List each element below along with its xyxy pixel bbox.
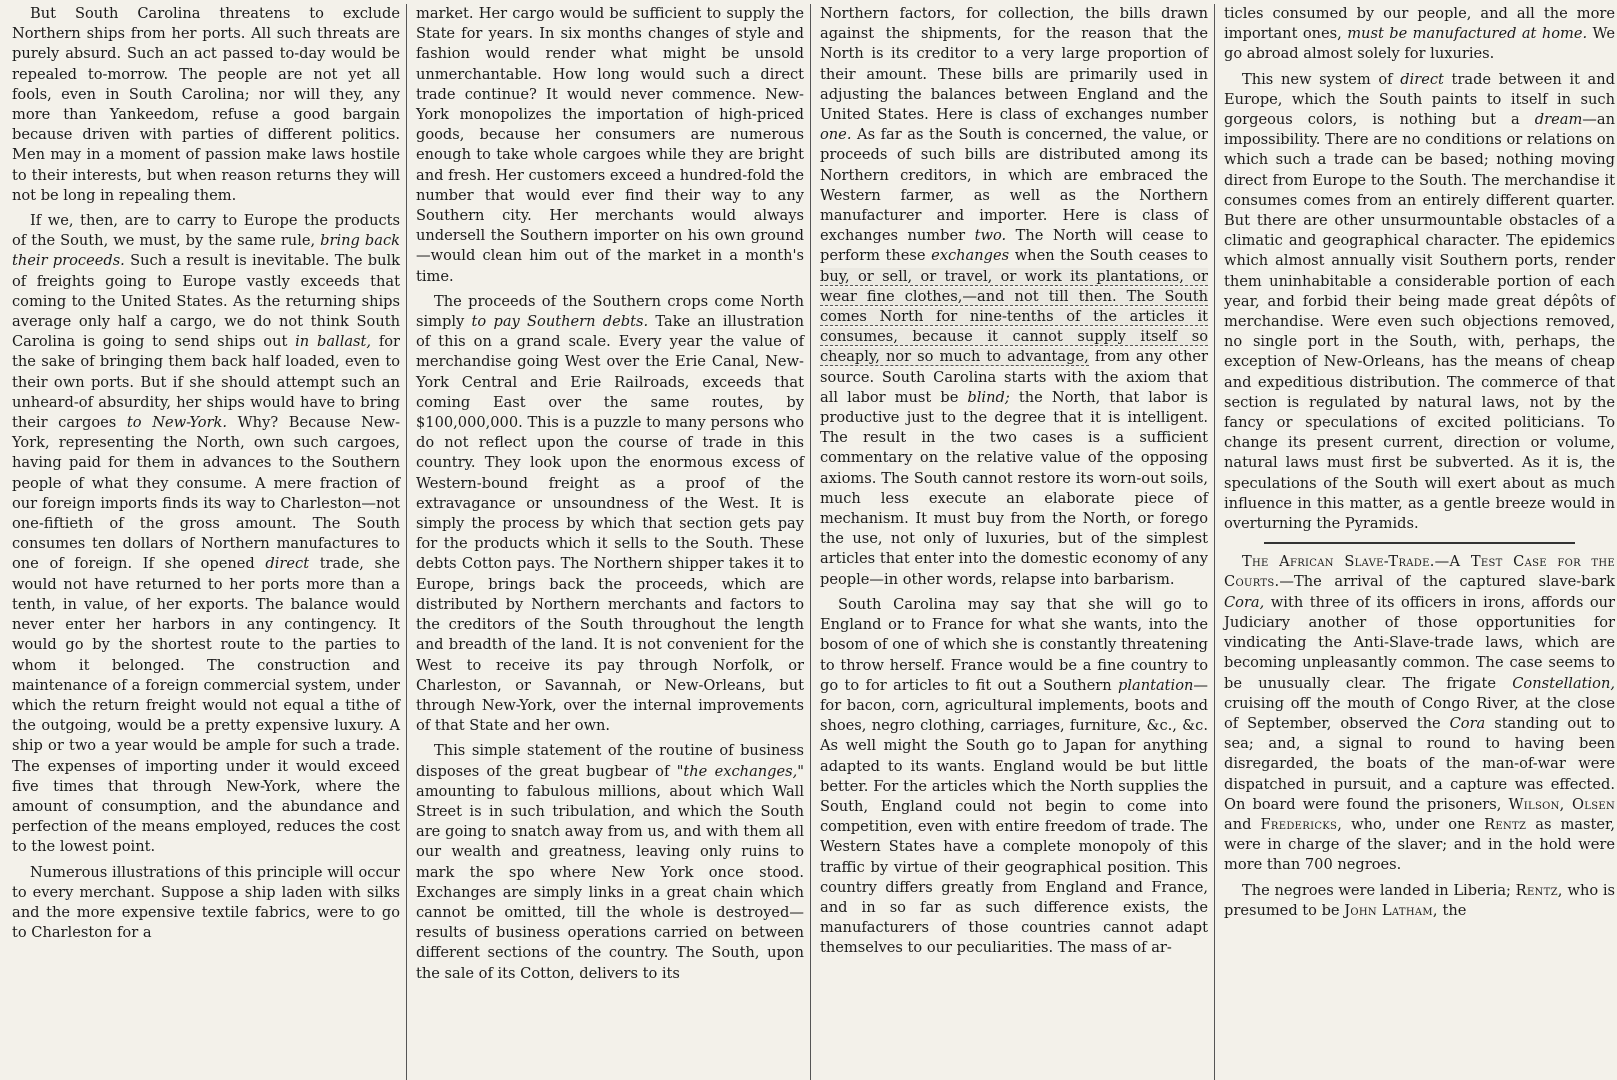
paragraph [1224, 552, 1615, 875]
text-run: trade, she would not have returned to her ports more than a tenth, in value, of her exports. The balance would never enter her harbors in any contingency. It would go by the shortest route to the parties to whom it belonged. The construction and maintenance of a foreign commercial system, under which the return freight would not equal a tithe of the outgoing, would be a pretty expensive luxury. A ship or two a year would be ample for such a trade. The expenses of importing under it would exceed five times that through New-York, where the amount of consumption, and the abundance and perfection of the means employed, reduces the cost to the lowest point. [12, 555, 400, 856]
italic-text: one. [820, 126, 852, 144]
text-run: —The arrival of the captured slave-bark [1279, 573, 1615, 591]
text-run: South Carolina may say that she will go to England or to France for what she wants, into the bosom of one of which she is constantly threatening to throw herself. France would be a fine country to go to for articles to fit out a Southern [820, 595, 1208, 694]
italic-text: in ballast, [295, 333, 372, 351]
paragraph [12, 211, 400, 858]
italic-text: must be manufactured at home. [1347, 25, 1588, 43]
text-run: ticles consumed by our people, and all the more important ones, [1224, 5, 1615, 43]
text-run: This simple statement of the routine of business disposes of the great bugbear of " [416, 742, 804, 780]
column-2 [414, 4, 806, 1080]
column-3 [818, 4, 1210, 1080]
text-run: But South Carolina threatens to exclude Northern ships from her ports. All such threats are purely absurd. Such an act passed to-day would be repealed to-morrow. The people are not yet all fools, even in South Carolina; nor will they, any more than Yankeedom, refuse a good bargain because driven with parties of different politics. Men may in a moment of passion make laws hostile to their interests, but when reason returns they will not be long in repealing them. [12, 5, 400, 204]
text-run: standing out to sea; and, a signal to round to having been disregarded, the boats of the man-of-war were dispatched in pursuit, and a capture was effected. On board were found the prisoners, [1224, 714, 1615, 813]
paragraph [416, 292, 804, 736]
text-run: when the South ceases to [1009, 247, 1208, 265]
marked-passage: buy, or sell, or travel, or work its plantations, or wear fine clothes,—and not till then. The South comes North for nine-tenths of the articles it consumes, because it cannot supply itself so cheaply, nor so much to advantage, [820, 267, 1208, 366]
text-run: cruising off the mouth of Congo River, at the close of September, observed the [1224, 694, 1615, 732]
text-run: —an impossibility. There are no conditions or relations on which such a trade can be based; nothing moving direct from Europe to the South. The merchandise it consumes comes from an entirely different quarter. But there are other unsurmountable obstacles of a climatic and geographical character. The epidemics which almost annually visit Southern ports, render them uninhabitable a considerable portion of each year, and forbid their being made great dépôts of merchandise. Were even such objections removed, no single port in the South, with, perhaps, the exception of New-Orleans, has the means of cheap and expeditious distribution. The commerce of that section is regulated by natural laws, not by the fancy or speculations of excited politicians. To change its present current, direction or volume, natural laws must first be subverted. As it is, the speculations of the South will exert about as much influence in this matter, as a gentle breeze would in overturning the Pyramids. [1224, 111, 1615, 533]
text-run: The proceeds of the Southern crops come North simply [416, 292, 804, 331]
small-caps-text: Fredericks, [1260, 815, 1343, 833]
paragraph [820, 4, 1208, 590]
text-run: As far as the South is concerned, the value, or proceeds of such bills are distributed among its Northern creditors, in which are embraced the Western farmer, as well as the Northern manufacturer and importer. Here is class of exchanges number [820, 126, 1208, 245]
italic-text: plantation [1118, 676, 1194, 694]
italic-text: to New-York. [126, 414, 228, 432]
text-run: as master, were in charge of the slaver; and in the hold were more than 700 negroes. [1224, 815, 1615, 874]
paragraph [416, 4, 804, 287]
text-run: This new system of [1242, 70, 1401, 88]
column-1 [10, 4, 402, 1080]
italic-text: Constellation, [1512, 674, 1615, 692]
text-run: the North, that labor is productive just to the degree that it is intelligent. The result in the two cases is a sufficient commentary on the relative value of the opposing axioms. The South cannot restore its worn-out soils, much less execute an elaborate piece of mechanism. It must buy from the North, or forego the use, not only of luxuries, but of the simplest articles that enter into the domestic economy of any people—in other words, relapse into barbarism. [820, 388, 1208, 588]
italic-text: direct [1400, 70, 1444, 88]
text-run: Take an illustration of this on a grand scale. Every year the value of merchandise going West over the Erie Canal, New-York Central and Erie Railroads, exceeds that coming East over the same routes, by $100,000,000. This is a puzzle to many persons who do not reflect upon the course of trade in this country. They look upon the enormous excess of Western-bound freight as a proof of the extravagance or unsoundness of the West. It is simply the process by which that section gets pay for the products which it sells to the South. These debts Cotton pays. The Northern shipper takes it to Europe, brings back the proceeds, which are distributed by Northern merchants and factors to the creditors of the South throughout the length and breadth of the land. It is not convenient for the West to receive its pay through Norfolk, or Charleston, or Savannah, or New-Orleans, but through New-York, over the internal improvements of that State and her own. [416, 313, 804, 735]
text-run: Such a result is inevitable. The bulk of freights going to Europe vastly exceeds that coming to the United States. As the returning ships average only half a cargo, we do not think South Carolina is going to send ships out [12, 252, 400, 351]
text-run: who is presumed to be [1224, 881, 1615, 919]
text-run: for the sake of bringing them back half loaded, even to their own ports. But if she should attempt such an unheard-of absurdity, her ships would have to bring their cargoes [12, 333, 401, 432]
text-run: trade between it and Europe, which the South paints to itself in such gorgeous colors, is nothing but a [1224, 70, 1616, 129]
text-run: Numerous illustrations of this principle will occur to every merchant. Suppose a ship laden with silks and the more expensive textile fabrics, were to go to Charleston for a [12, 863, 400, 942]
paragraph [416, 741, 804, 983]
text-run: and [1224, 815, 1261, 833]
text-run: who, under one [1342, 815, 1485, 833]
text-run: market. Her cargo would be sufficient to supply the State for years. In six months changes of style and fashion would render what might be unsold unmerchantable. How long would such a direct trade continue? It would never commence. New-York monopolizes the importation of high-priced goods, because her consumers are numerous enough to take whole cargoes while they are bright and fresh. Her customers exceed a hundred-fold the number that would ever find their way to any Southern city. Her merchants would always undersell the Southern importer on his own ground—would clean him out of the market in a month's time. [416, 5, 804, 285]
paragraph [820, 595, 1208, 959]
text-run: Northern factors, for collection, the bills drawn against the shipments, for the reason that the North is its creditor to a very large proportion of their amount. These bills are primarily used in adjusting the balances between England and the United States. Here is class of exchanges number [820, 5, 1208, 124]
column-4 [1222, 4, 1617, 1080]
italic-text: dream [1534, 111, 1583, 129]
small-caps-text: The African Slave-Trade.—A Test Case for the Courts. [1224, 553, 1615, 591]
small-caps-text: Wilson, Olsen [1508, 795, 1615, 813]
text-run: The North will cease to perform these [820, 227, 1208, 265]
text-run: —for bacon, corn, agricultural implements, boots and shoes, negro clothing, carriages, furniture, &c., &c. As well might the South go to Japan for anything adapted to its wants. England would be but little better. For the articles which the North supplies the South, England could not begin to come into competition, even with entire freedom of trade. The Western States have a complete monopoly of this traffic by virtue of their geographical position. This country differs greatly from England and France, and in so far as such difference exists, the manufacturers of those countries cannot adapt themselves to our peculiarities. The mass of ar- [820, 676, 1208, 957]
text-run: " amounting to fabulous millions, about which Wall Street is in such tribulation, and which the South are going to snatch away from us, and with them all our wealth and greatness, leaving only ruins to mark the spo where New York once stood. Exchanges are simply links in a great chain which cannot be omitted, till the whole is destroyed—results of business operations carried on between different sections of the country. The South, upon the sale of its Cotton, delivers to its [416, 762, 805, 982]
text-run: with three of its officers in irons, affords our Judiciary another of those opportunities for vindicating the Anti-Slave-trade laws, which are becoming unpleasantly common. The case seems to be unusually clear. The frigate [1224, 593, 1615, 692]
paragraph [1224, 881, 1615, 921]
text-run: the [1437, 901, 1467, 919]
small-caps-text: John Latham, [1344, 901, 1438, 919]
small-caps-text: Rentz [1484, 815, 1527, 833]
text-run: The negroes were landed in Liberia; [1242, 881, 1516, 899]
italic-text: blind; [967, 388, 1010, 406]
text-run: If we, then, are to carry to Europe the products of the South, we must, by the same rule, [12, 212, 400, 250]
paragraph [1224, 4, 1615, 65]
italic-text: Cora, [1224, 593, 1265, 611]
text-run: from any other source. South Carolina starts with the axiom that all labor must be [820, 348, 1208, 406]
paragraph [1224, 70, 1615, 535]
italic-text: Cora [1449, 714, 1486, 732]
italic-text: exchanges [931, 247, 1010, 265]
paragraph [12, 863, 400, 944]
italic-text: direct [265, 555, 310, 573]
small-caps-text: Rentz, [1515, 881, 1563, 899]
italic-text: bring back their proceeds. [12, 232, 400, 270]
text-run: Why? Because New-York, representing the North, own such cargoes, having paid for them in advances to the Southern people of what they consume. A mere fraction of our foreign imports finds its way to Charleston—not one-fiftieth of the gross amount. The South consumes ten dollars of Northern manufactures to one of foreign. If she opened [12, 414, 400, 573]
italic-text: the exchanges, [683, 762, 798, 780]
section-divider [1264, 542, 1575, 544]
text-run: We go abroad almost solely for luxuries. [1224, 25, 1615, 63]
paragraph [12, 4, 400, 206]
italic-text: two. [974, 227, 1007, 245]
italic-text: to pay Southern debts. [471, 313, 649, 331]
